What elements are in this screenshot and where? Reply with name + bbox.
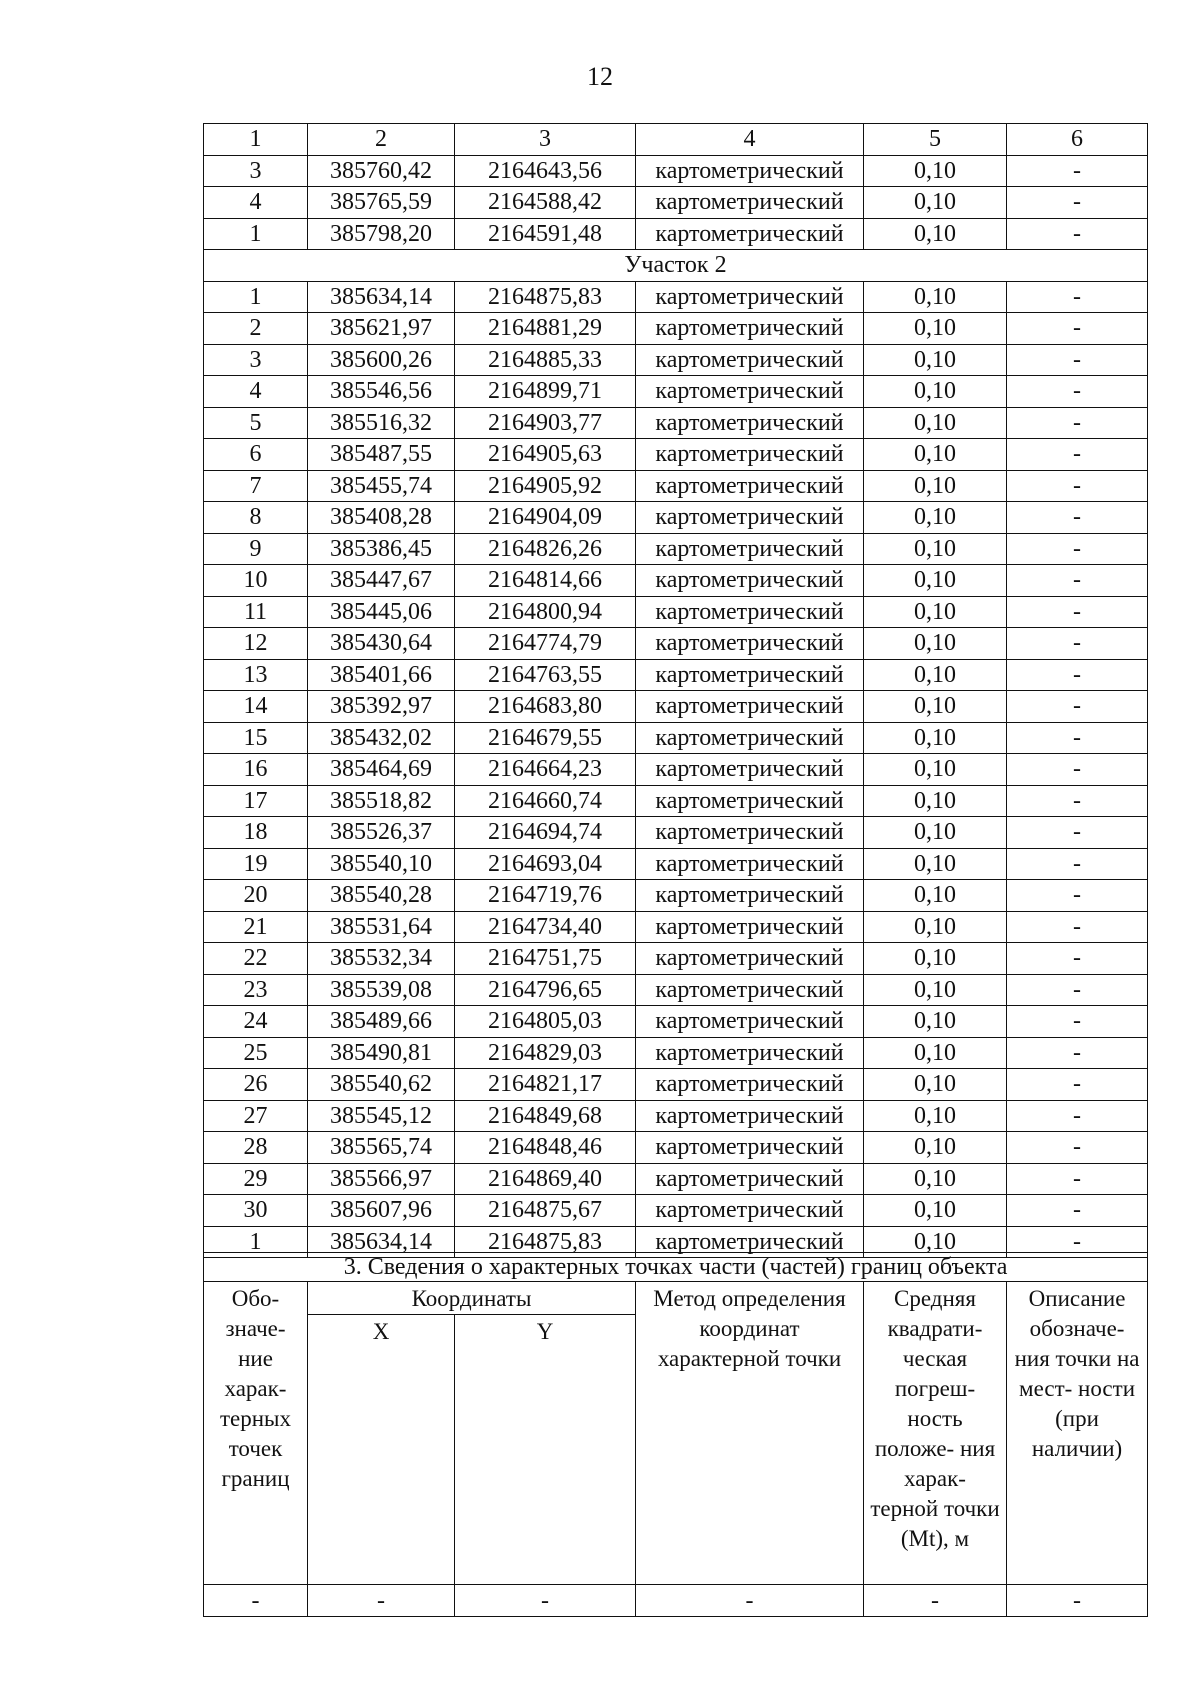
- coord-y: 2164693,04: [455, 848, 636, 880]
- method: картометрический: [636, 1006, 864, 1038]
- coord-y: 2164734,40: [455, 911, 636, 943]
- coord-x: 385526,37: [308, 817, 455, 849]
- description: -: [1007, 754, 1148, 786]
- table-row: [204, 470, 1148, 502]
- point-number: 17: [204, 785, 308, 817]
- coord-y: 2164848,46: [455, 1132, 636, 1164]
- table-row: [204, 911, 1148, 943]
- point-number: 12: [204, 628, 308, 660]
- description: -: [1007, 691, 1148, 723]
- empty-cell: -: [455, 1585, 636, 1617]
- mt-value: 0,10: [864, 1037, 1007, 1069]
- mt-value: 0,10: [864, 659, 1007, 691]
- point-number: 11: [204, 596, 308, 628]
- table-row: [204, 502, 1148, 534]
- coord-y: 2164821,17: [455, 1069, 636, 1101]
- mt-value: 0,10: [864, 155, 1007, 187]
- coord-y: 2164683,80: [455, 691, 636, 723]
- column-number: 2: [308, 124, 455, 156]
- description: -: [1007, 565, 1148, 597]
- method: картометрический: [636, 281, 864, 313]
- table-row: [204, 974, 1148, 1006]
- point-number: 28: [204, 1132, 308, 1164]
- table-row: [204, 628, 1148, 660]
- table-row: [204, 1037, 1148, 1069]
- section-2-title-row: [204, 250, 1148, 282]
- table-row: [204, 817, 1148, 849]
- point-number: 29: [204, 1163, 308, 1195]
- table-row: [204, 1163, 1148, 1195]
- column-number: 4: [636, 124, 864, 156]
- coord-y: 2164796,65: [455, 974, 636, 1006]
- coord-y: 2164660,74: [455, 785, 636, 817]
- method: картометрический: [636, 1100, 864, 1132]
- mt-value: 0,10: [864, 502, 1007, 534]
- coord-y: 2164694,74: [455, 817, 636, 849]
- method: картометрический: [636, 785, 864, 817]
- section-3-title: 3. Сведения о характерных точках части (частей) границ объекта: [204, 1253, 1148, 1282]
- header-y: Y: [455, 1315, 636, 1585]
- section-3-header-row: [204, 1282, 1148, 1315]
- mt-value: 0,10: [864, 1100, 1007, 1132]
- coord-y: 2164591,48: [455, 218, 636, 250]
- coord-x: 385545,12: [308, 1100, 455, 1132]
- empty-cell: -: [204, 1585, 308, 1617]
- coord-x: 385546,56: [308, 376, 455, 408]
- mt-value: 0,10: [864, 722, 1007, 754]
- coord-x: 385490,81: [308, 1037, 455, 1069]
- table-row: [204, 376, 1148, 408]
- method: картометрический: [636, 880, 864, 912]
- table-row: [204, 155, 1148, 187]
- method: картометрический: [636, 628, 864, 660]
- coord-y: 2164751,75: [455, 943, 636, 975]
- description: -: [1007, 596, 1148, 628]
- table-row: [204, 880, 1148, 912]
- description: -: [1007, 313, 1148, 345]
- column-number-row: [204, 124, 1148, 156]
- table-row: [204, 313, 1148, 345]
- mt-value: 0,10: [864, 281, 1007, 313]
- coord-x: 385634,14: [308, 1226, 455, 1258]
- coord-y: 2164885,33: [455, 344, 636, 376]
- description: -: [1007, 911, 1148, 943]
- coord-y: 2164719,76: [455, 880, 636, 912]
- description: -: [1007, 344, 1148, 376]
- point-number: 27: [204, 1100, 308, 1132]
- column-number: 3: [455, 124, 636, 156]
- method: картометрический: [636, 502, 864, 534]
- point-number: 4: [204, 187, 308, 219]
- coord-x: 385432,02: [308, 722, 455, 754]
- point-number: 1: [204, 218, 308, 250]
- description: -: [1007, 817, 1148, 849]
- point-number: 20: [204, 880, 308, 912]
- table-row: [204, 1100, 1148, 1132]
- table-row: [204, 533, 1148, 565]
- description: -: [1007, 943, 1148, 975]
- table-row: [204, 596, 1148, 628]
- point-number: 8: [204, 502, 308, 534]
- mt-value: 0,10: [864, 1195, 1007, 1227]
- coord-x: 385455,74: [308, 470, 455, 502]
- mt-value: 0,10: [864, 344, 1007, 376]
- coord-x: 385489,66: [308, 1006, 455, 1038]
- method: картометрический: [636, 754, 864, 786]
- table-row: [204, 281, 1148, 313]
- mt-value: 0,10: [864, 376, 1007, 408]
- description: -: [1007, 218, 1148, 250]
- point-number: 18: [204, 817, 308, 849]
- mt-value: 0,10: [864, 817, 1007, 849]
- method: картометрический: [636, 1037, 864, 1069]
- coord-y: 2164875,67: [455, 1195, 636, 1227]
- description: -: [1007, 628, 1148, 660]
- point-number: 26: [204, 1069, 308, 1101]
- method: картометрический: [636, 1195, 864, 1227]
- coord-x: 385566,97: [308, 1163, 455, 1195]
- coord-x: 385760,42: [308, 155, 455, 187]
- coord-x: 385401,66: [308, 659, 455, 691]
- method: картометрический: [636, 722, 864, 754]
- description: -: [1007, 659, 1148, 691]
- mt-value: 0,10: [864, 470, 1007, 502]
- method: картометрический: [636, 691, 864, 723]
- coord-y: 2164800,94: [455, 596, 636, 628]
- coord-x: 385539,08: [308, 974, 455, 1006]
- table-row: [204, 722, 1148, 754]
- coord-y: 2164643,56: [455, 155, 636, 187]
- description: -: [1007, 155, 1148, 187]
- coord-x: 385565,74: [308, 1132, 455, 1164]
- coord-x: 385447,67: [308, 565, 455, 597]
- point-number: 3: [204, 344, 308, 376]
- description: -: [1007, 533, 1148, 565]
- method: картометрический: [636, 943, 864, 975]
- table-row: [204, 218, 1148, 250]
- coord-y: 2164905,63: [455, 439, 636, 471]
- part-boundaries-table: [203, 1252, 1148, 1617]
- method: картометрический: [636, 313, 864, 345]
- description: -: [1007, 281, 1148, 313]
- method: картометрический: [636, 533, 864, 565]
- table-row: [204, 439, 1148, 471]
- coordinates-table-body: [204, 124, 1148, 1258]
- point-number: 5: [204, 407, 308, 439]
- point-number: 6: [204, 439, 308, 471]
- coord-y: 2164875,83: [455, 1226, 636, 1258]
- mt-value: 0,10: [864, 218, 1007, 250]
- point-number: 4: [204, 376, 308, 408]
- coord-x: 385487,55: [308, 439, 455, 471]
- table-row: [204, 1069, 1148, 1101]
- header-description: Описание обозначе- ния точки на мест- ности (при наличии): [1007, 1282, 1148, 1585]
- coordinates-table: [203, 123, 1148, 1258]
- description: -: [1007, 1226, 1148, 1258]
- coord-y: 2164805,03: [455, 1006, 636, 1038]
- table-row: [204, 187, 1148, 219]
- method: картометрический: [636, 376, 864, 408]
- method: картометрический: [636, 1163, 864, 1195]
- description: -: [1007, 187, 1148, 219]
- section-3-empty-row: [204, 1585, 1148, 1617]
- description: -: [1007, 785, 1148, 817]
- coord-x: 385540,28: [308, 880, 455, 912]
- mt-value: 0,10: [864, 565, 1007, 597]
- description: -: [1007, 1132, 1148, 1164]
- coord-x: 385445,06: [308, 596, 455, 628]
- method: картометрический: [636, 344, 864, 376]
- coord-y: 2164903,77: [455, 407, 636, 439]
- page-number: 12: [587, 62, 613, 91]
- description: -: [1007, 1100, 1148, 1132]
- table-row: [204, 1006, 1148, 1038]
- method: картометрический: [636, 565, 864, 597]
- point-number: 7: [204, 470, 308, 502]
- empty-cell: -: [308, 1585, 455, 1617]
- mt-value: 0,10: [864, 439, 1007, 471]
- coord-x: 385516,32: [308, 407, 455, 439]
- coord-x: 385540,10: [308, 848, 455, 880]
- mt-value: 0,10: [864, 691, 1007, 723]
- description: -: [1007, 848, 1148, 880]
- coord-y: 2164763,55: [455, 659, 636, 691]
- column-number: 6: [1007, 124, 1148, 156]
- coord-x: 385621,97: [308, 313, 455, 345]
- description: -: [1007, 376, 1148, 408]
- header-designation: Обо- значе- ние харак- терных точек границ: [204, 1282, 308, 1585]
- mt-value: 0,10: [864, 1226, 1007, 1258]
- coord-y: 2164904,09: [455, 502, 636, 534]
- point-number: 9: [204, 533, 308, 565]
- coord-y: 2164679,55: [455, 722, 636, 754]
- header-x: X: [308, 1315, 455, 1585]
- coord-x: 385392,97: [308, 691, 455, 723]
- table-row: [204, 407, 1148, 439]
- point-number: 19: [204, 848, 308, 880]
- mt-value: 0,10: [864, 848, 1007, 880]
- coord-y: 2164881,29: [455, 313, 636, 345]
- table-row: [204, 848, 1148, 880]
- description: -: [1007, 470, 1148, 502]
- point-number: 10: [204, 565, 308, 597]
- empty-cell: -: [636, 1585, 864, 1617]
- coord-x: 385798,20: [308, 218, 455, 250]
- point-number: 1: [204, 1226, 308, 1258]
- mt-value: 0,10: [864, 628, 1007, 660]
- table-row: [204, 785, 1148, 817]
- header-method: Метод определения координат характерной точки: [636, 1282, 864, 1585]
- description: -: [1007, 407, 1148, 439]
- point-number: 2: [204, 313, 308, 345]
- mt-value: 0,10: [864, 1006, 1007, 1038]
- coord-x: 385607,96: [308, 1195, 455, 1227]
- description: -: [1007, 439, 1148, 471]
- coord-y: 2164905,92: [455, 470, 636, 502]
- point-number: 1: [204, 281, 308, 313]
- table-row: [204, 1195, 1148, 1227]
- point-number: 25: [204, 1037, 308, 1069]
- method: картометрический: [636, 659, 864, 691]
- coord-y: 2164869,40: [455, 1163, 636, 1195]
- section-2-title: Участок 2: [204, 250, 1148, 282]
- mt-value: 0,10: [864, 974, 1007, 1006]
- coord-y: 2164814,66: [455, 565, 636, 597]
- description: -: [1007, 1163, 1148, 1195]
- empty-cell: -: [864, 1585, 1007, 1617]
- coord-y: 2164774,79: [455, 628, 636, 660]
- coord-x: 385540,62: [308, 1069, 455, 1101]
- description: -: [1007, 1037, 1148, 1069]
- column-number: 1: [204, 124, 308, 156]
- table-row: [204, 691, 1148, 723]
- method: картометрический: [636, 470, 864, 502]
- description: -: [1007, 974, 1148, 1006]
- method: картометрический: [636, 1069, 864, 1101]
- mt-value: 0,10: [864, 880, 1007, 912]
- description: -: [1007, 1006, 1148, 1038]
- coord-x: 385600,26: [308, 344, 455, 376]
- description: -: [1007, 722, 1148, 754]
- coord-y: 2164849,68: [455, 1100, 636, 1132]
- description: -: [1007, 1069, 1148, 1101]
- mt-value: 0,10: [864, 1069, 1007, 1101]
- coord-y: 2164588,42: [455, 187, 636, 219]
- method: картометрический: [636, 817, 864, 849]
- point-number: 30: [204, 1195, 308, 1227]
- column-number: 5: [864, 124, 1007, 156]
- point-number: 16: [204, 754, 308, 786]
- coord-x: 385408,28: [308, 502, 455, 534]
- coord-x: 385531,64: [308, 911, 455, 943]
- mt-value: 0,10: [864, 754, 1007, 786]
- coord-x: 385532,34: [308, 943, 455, 975]
- coord-x: 385464,69: [308, 754, 455, 786]
- method: картометрический: [636, 218, 864, 250]
- method: картометрический: [636, 848, 864, 880]
- point-number: 14: [204, 691, 308, 723]
- method: картометрический: [636, 1226, 864, 1258]
- method: картометрический: [636, 439, 864, 471]
- table-row: [204, 943, 1148, 975]
- point-number: 13: [204, 659, 308, 691]
- coord-x: 385765,59: [308, 187, 455, 219]
- mt-value: 0,10: [864, 313, 1007, 345]
- coord-x: 385430,64: [308, 628, 455, 660]
- mt-value: 0,10: [864, 187, 1007, 219]
- method: картометрический: [636, 1132, 864, 1164]
- coord-x: 385634,14: [308, 281, 455, 313]
- mt-value: 0,10: [864, 596, 1007, 628]
- coord-y: 2164664,23: [455, 754, 636, 786]
- header-coordinates: Координаты: [308, 1282, 636, 1315]
- mt-value: 0,10: [864, 1132, 1007, 1164]
- method: картометрический: [636, 407, 864, 439]
- table-row: [204, 344, 1148, 376]
- mt-value: 0,10: [864, 1163, 1007, 1195]
- description: -: [1007, 880, 1148, 912]
- point-number: 15: [204, 722, 308, 754]
- mt-value: 0,10: [864, 943, 1007, 975]
- description: -: [1007, 502, 1148, 534]
- table-row: [204, 565, 1148, 597]
- mt-value: 0,10: [864, 407, 1007, 439]
- section-3-title-row: [204, 1253, 1148, 1282]
- point-number: 23: [204, 974, 308, 1006]
- header-mt: Средняя квадрати- ческая погреш- ность положе- ния харак- терной точки (Mt), м: [864, 1282, 1007, 1585]
- coord-y: 2164899,71: [455, 376, 636, 408]
- method: картометрический: [636, 155, 864, 187]
- coord-y: 2164826,26: [455, 533, 636, 565]
- table-row: [204, 754, 1148, 786]
- method: картометрический: [636, 974, 864, 1006]
- point-number: 24: [204, 1006, 308, 1038]
- mt-value: 0,10: [864, 911, 1007, 943]
- coord-x: 385518,82: [308, 785, 455, 817]
- coord-y: 2164875,83: [455, 281, 636, 313]
- method: картометрический: [636, 187, 864, 219]
- description: -: [1007, 1195, 1148, 1227]
- method: картометрический: [636, 596, 864, 628]
- table-row: [204, 659, 1148, 691]
- coord-y: 2164829,03: [455, 1037, 636, 1069]
- table-row: [204, 1132, 1148, 1164]
- point-number: 21: [204, 911, 308, 943]
- empty-cell: -: [1007, 1585, 1148, 1617]
- mt-value: 0,10: [864, 533, 1007, 565]
- coord-x: 385386,45: [308, 533, 455, 565]
- point-number: 3: [204, 155, 308, 187]
- mt-value: 0,10: [864, 785, 1007, 817]
- method: картометрический: [636, 911, 864, 943]
- point-number: 22: [204, 943, 308, 975]
